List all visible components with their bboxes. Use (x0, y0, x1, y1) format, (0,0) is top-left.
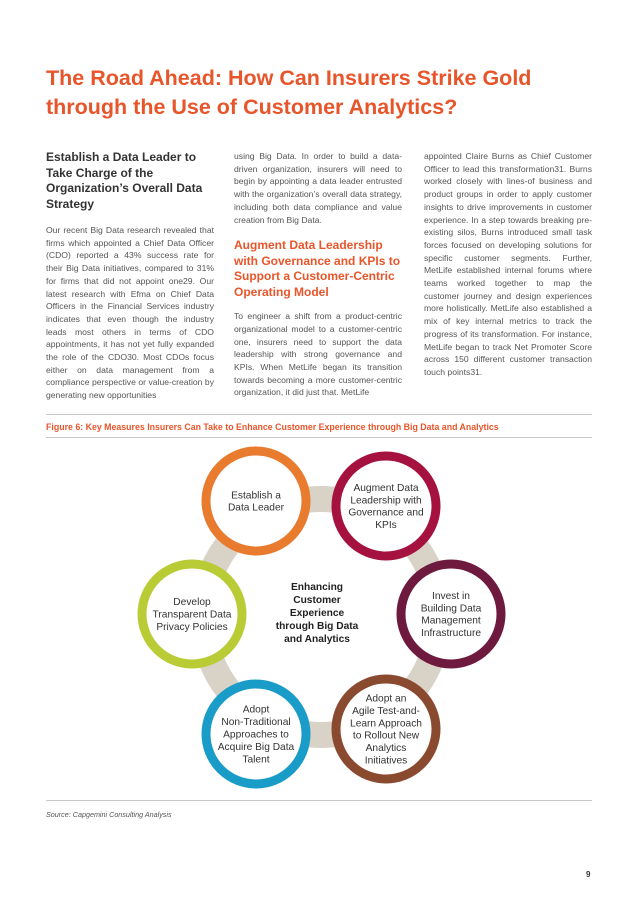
node-label-invest: Invest in Building Data Management Infrastructure (420, 590, 482, 640)
body-text-big-data-intro: using Big Data. In order to build a data-driven organization, insurers will need to begin by appointing a data leader entrusted with the organization’s overall data strategy, including both data compliance and value creation from Big Data. (234, 151, 402, 225)
node-nontraditional (206, 684, 306, 784)
page-number: 9 (586, 870, 591, 879)
page-title: The Road Ahead: How Can Insurers Strike Gold through the Use of Customer Analytics? (46, 66, 532, 119)
node-label-privacy: Develop Transparent Data Privacy Policies (152, 597, 232, 633)
node-label-agile: Adopt an Agile Test-and-Learn Approach to Rollout New Analytics Initiatives (350, 693, 422, 767)
diagram-center-label: Enhancing Customer Experience through Big Data and Analytics (275, 582, 359, 645)
node-label-nontraditional: Adopt Non-Traditional Approaches to Acquire Big Data Talent (217, 704, 295, 766)
node-augment (336, 456, 436, 556)
node-privacy (142, 564, 242, 664)
node-label-augment: Augment Data Leadership with Governance and KPIs (348, 482, 424, 532)
source-note: Source: Capgemini Consulting Analysis (46, 810, 172, 819)
section-heading-governance: Augment Data Leadership with Governance and KPIs to Support a Customer-Centric Operating Model (234, 238, 401, 299)
figure-caption: Figure 6: Key Measures Insurers Can Take to Enhance Customer Experience through Big Data and Analytics (46, 422, 499, 432)
node-agile (336, 679, 436, 779)
body-text-governance: To engineer a shift from a product-centric organizational model to a customer-centric one, insurers need to support the data leadership with strong governance and KPIs. When MetLife began its transition towards becoming a more customer-centric organization, it did just that. MetLife (234, 311, 402, 398)
body-text-data-leader: Our recent Big Data research revealed that firms which appointed a Chief Data Officer (CDO) reported a 43% success rate for their Big Data initiatives, compared to 31% for firms that did not appoint one29. Our latest research with Efma on Chief Data Officers in the Financial Services industry indicates that even though the industry leads most others in terms of CDO appointments, it has not yet fully expanded the role of the CDO30. Most CDOs focus either on data management from a compliance perspective or value-creation by generating new opportunities (46, 225, 214, 401)
figure-bottom-rule (46, 800, 592, 801)
section-heading-data-leader: Establish a Data Leader to Take Charge of the Organization’s Overall Data Strategy (46, 150, 203, 211)
node-establish (206, 451, 306, 551)
node-label-establish: Establish a Data Leader (227, 490, 285, 514)
body-text-metlife: appointed Claire Burns as Chief Customer Officer to lead this transformation31. Burns worked closely with lines-of business and product groups in order to apply customer insights to drive improvements in customer experience. In a step towards breaking pre-existing silos, Burns introduced small task forces focused on developing solutions for specific customer segments. Further, MetLife established internal forums where teams worked together to map the customer journey and design experiences more holistically. MetLife also established a mix of key internal metrics to track the progress of its transformation. For instance, MetLife began to track Net Promoter Score across 150 different customer transaction touch points31. (424, 151, 592, 377)
node-invest (401, 564, 501, 664)
